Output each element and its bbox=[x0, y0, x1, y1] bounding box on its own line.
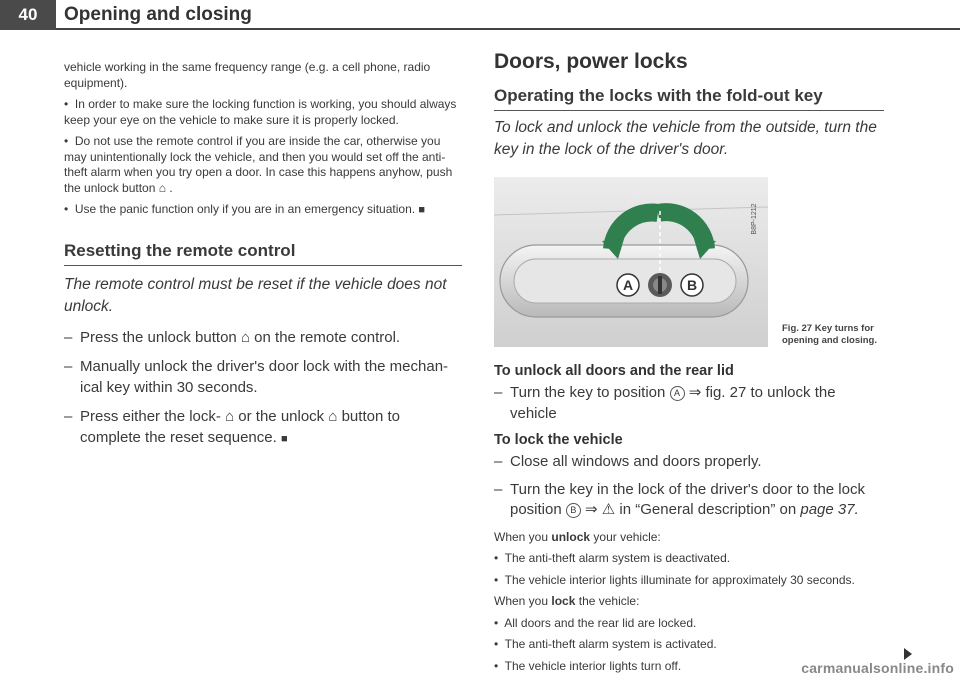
bullet-item: • Do not use the remote control if you are inside the car, otherwise you may unintentionally lock the vehicle, and then you would set off the anti-theft alarm when you try open a door. In case this happens anyhow, push the unlock button ⌂ . bbox=[64, 134, 453, 195]
bullet-item bbox=[494, 551, 884, 567]
bullet-text: Use the panic function only if you are in an emergency situation. bbox=[74, 202, 416, 216]
step-text: button to complete the reset sequence. bbox=[80, 408, 400, 446]
page-header-title: Opening and closing bbox=[64, 4, 252, 25]
bullet-item bbox=[494, 637, 884, 653]
when-unlock-line bbox=[494, 530, 884, 546]
bullet-text: The anti-theft alarm system is deactivated. bbox=[504, 551, 731, 565]
caption-line: opening and closing. bbox=[782, 335, 877, 346]
dash: – bbox=[64, 408, 73, 425]
bullet-glyph: • bbox=[64, 134, 69, 148]
bullet-text: The anti-theft alarm system is activated. bbox=[504, 637, 717, 651]
sub-heading: Operating the locks with the fold-out key bbox=[494, 86, 823, 105]
end-mark-icon: ■ bbox=[280, 432, 288, 445]
step-text: Turn the key to position bbox=[510, 384, 666, 401]
lock-heading: To lock the vehicle bbox=[494, 432, 623, 448]
dash: – bbox=[494, 453, 503, 470]
figure-row bbox=[494, 177, 884, 347]
lock-step-2 bbox=[494, 480, 884, 521]
bullet-glyph: • bbox=[64, 97, 69, 111]
left-column bbox=[64, 60, 462, 449]
bullet-text: The vehicle interior lights illuminate for approximately 30 seconds. bbox=[504, 572, 855, 587]
text: the vehicle: bbox=[578, 594, 640, 608]
end-mark-icon: ■ bbox=[418, 204, 426, 216]
right-column bbox=[494, 50, 884, 674]
step-text: Close all windows and doors properly. bbox=[510, 453, 762, 470]
bullet-text: In order to make sure the locking function is working, you should always keep your eye on the vehicle to make sure it is properly locked. bbox=[64, 97, 457, 127]
position-a-label: A bbox=[670, 386, 685, 401]
unlock-button-icon: ⌂ bbox=[328, 408, 338, 425]
bullet-glyph: • bbox=[64, 202, 69, 216]
caption-line: Fig. 27 Key turns for bbox=[782, 323, 874, 334]
reset-step-2 bbox=[64, 357, 462, 398]
reset-heading: Resetting the remote control bbox=[64, 240, 296, 260]
unlock-button-icon: ⌂ bbox=[240, 328, 250, 346]
dash: – bbox=[494, 480, 503, 498]
step-text: ⇒ bbox=[585, 501, 598, 518]
step-text: ⇒ fig. 27 to unlock the vehicle bbox=[510, 384, 836, 422]
warning-icon: ⚠ bbox=[601, 501, 616, 518]
unlock-button-icon: ⌂ bbox=[158, 180, 166, 195]
step-text: Turn the key in the lock of the driver's door to the lock position bbox=[510, 480, 865, 518]
bullet-item bbox=[494, 573, 884, 589]
figure-label-a: A bbox=[622, 277, 634, 293]
continued-paragraph: vehicle working in the same frequency range (e.g. a cell phone, radio equipment). bbox=[64, 60, 431, 90]
main-heading: Doors, power locks bbox=[494, 50, 688, 73]
bullet-glyph: • bbox=[494, 658, 499, 673]
unlock-heading: To unlock all doors and the rear lid bbox=[494, 363, 734, 379]
next-page-arrow-icon bbox=[904, 648, 912, 660]
key-turn-figure bbox=[494, 177, 768, 347]
step-text: Manually unlock the driver's door lock with the mechan-ical key within 30 seconds. bbox=[80, 358, 449, 396]
text: When you bbox=[494, 529, 549, 544]
unlock-step bbox=[494, 383, 884, 424]
bullet-glyph: • bbox=[494, 637, 499, 651]
reset-step-1 bbox=[64, 328, 462, 349]
bullet-glyph: • bbox=[494, 551, 499, 565]
when-lock-line bbox=[494, 594, 884, 610]
bullet-item bbox=[494, 616, 884, 632]
door-handle-illustration bbox=[494, 177, 768, 347]
reset-step-3 bbox=[64, 407, 462, 449]
text-bold: unlock bbox=[551, 529, 591, 544]
lock-button-icon: ⌂ bbox=[225, 408, 235, 425]
text-bold: lock bbox=[551, 594, 576, 608]
figure-label-b: B bbox=[686, 277, 698, 293]
step-text: or the unlock bbox=[238, 408, 325, 425]
bullet-item bbox=[64, 202, 462, 219]
text: your vehicle: bbox=[593, 529, 661, 544]
section-rule bbox=[64, 265, 462, 266]
position-b-label: B bbox=[566, 503, 581, 518]
text: When you bbox=[494, 594, 549, 608]
dash: – bbox=[64, 358, 73, 375]
header-rule bbox=[56, 28, 960, 30]
lock-step-1 bbox=[494, 452, 884, 473]
bullet-glyph: • bbox=[494, 572, 499, 587]
figure-code: B8P-1212 bbox=[751, 203, 758, 235]
reset-intro: The remote control must be reset if the vehicle does not unlock. bbox=[64, 275, 447, 315]
bullet-glyph: • bbox=[494, 615, 499, 630]
page-reference-link[interactable]: page 37. bbox=[800, 501, 859, 518]
bullet-text: The vehicle interior lights turn off. bbox=[504, 658, 682, 673]
bullet-text: All doors and the rear lid are locked. bbox=[504, 615, 697, 630]
section-intro: To lock and unlock the vehicle from the outside, turn the key in the lock of the driver's door. bbox=[494, 119, 877, 158]
dash: – bbox=[494, 384, 503, 401]
step-text: on the remote control. bbox=[254, 328, 401, 346]
step-text: in “General description” on bbox=[619, 501, 797, 518]
bullet-item bbox=[64, 97, 462, 128]
step-text: Press either the lock- bbox=[80, 408, 221, 425]
step-text: Press the unlock button bbox=[80, 328, 237, 346]
page-number: 40 bbox=[0, 0, 56, 30]
bullet-text: Do not use the remote control if you are inside the car, otherwise you may unintentionally lock the vehicle, and then you would set off the anti-theft alarm when you try open a door. In case this happens anyhow, push the unlock button bbox=[64, 134, 453, 195]
dash: – bbox=[64, 328, 73, 346]
figure-caption bbox=[782, 323, 877, 347]
watermark: carmanualsonline.info bbox=[801, 660, 954, 676]
section-rule bbox=[494, 110, 884, 111]
